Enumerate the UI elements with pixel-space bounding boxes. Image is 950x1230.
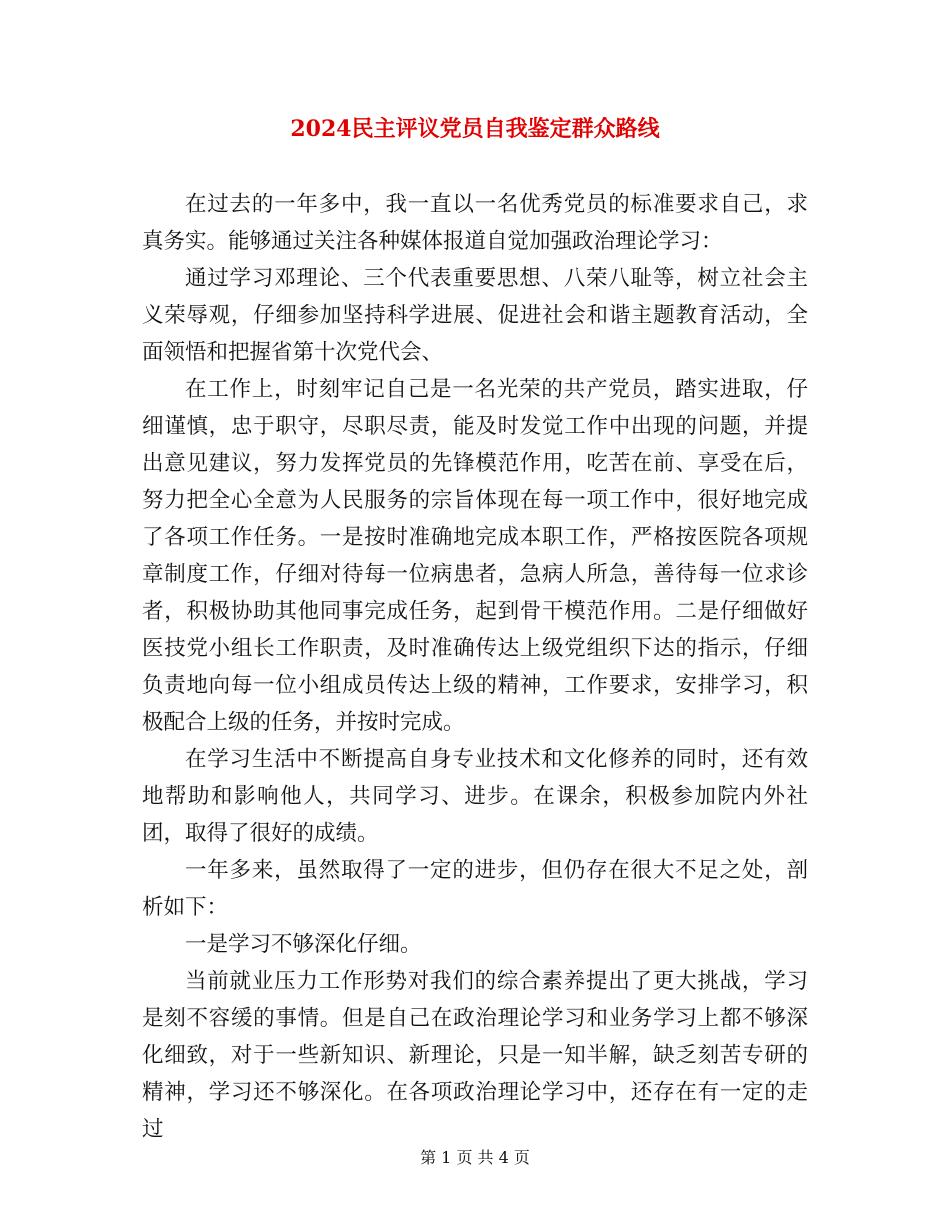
paragraph-3: 在工作上，时刻牢记自己是一名光荣的共产党员，踏实进取，仔细谨慎，忠于职守，尽职尽责，能及时发觉工作中出现的问题，并提出意见建议，努力发挥党员的先锋模范作用，吃苦在前、享受在后，努力把全心全意为人民服务的宗旨体现在每一项工作中，很好地完成了各项工作任务。一是按时准确地完成本职工作，严格按医院各项规章制度工作，仔细对待每一位病患者，急病人所急，善待每一位求诊者，积极协助其他同事完成任务，起到骨干模范作用。二是仔细做好医技党小组长工作职责，及时准确传达上级党组织下达的指示，仔细负责地向每一位小组成员传达上级的精神，工作要求，安排学习，积极配合上级的任务，并按时完成。 (142, 377, 808, 735)
paragraph-5: 一年多来，虽然取得了一定的进步，但仍存在很大不足之处，剖析如下： (142, 858, 808, 920)
document-title: 2024民主评议党员自我鉴定群众路线 (290, 116, 660, 142)
page-number-footer: 第 1 页 共 4 页 (420, 1148, 530, 1167)
paragraph-2: 通过学习邓理论、三个代表重要思想、八荣八耻等，树立社会主义荣辱观，仔细参加坚持科学进展、促进社会和谐主题教育活动，全面领悟和把握省第十次党代会、 (142, 266, 808, 365)
paragraph-6: 一是学习不够深化仔细。 (185, 932, 422, 957)
document-body (142, 186, 808, 1148)
paragraph-1: 在过去的一年多中，我一直以一名优秀党员的标准要求自己，求真务实。能够通过关注各种媒体报道自觉加强政治理论学习： (142, 192, 808, 254)
paragraph-7: 当前就业压力工作形势对我们的综合素养提出了更大挑战，学习是刻不容缓的事情。但是自己在政治理论学习和业务学习上都不够深化细致，对于一些新知识、新理论，只是一知半解，缺乏刻苦专研的精神，学习还不够深化。在各项政治理论学习中，还存在有一定的走过 (142, 969, 808, 1142)
paragraph-4: 在学习生活中不断提高自身专业技术和文化修养的同时，还有效地帮助和影响他人，共同学习、进步。在课余，积极参加院内外社团，取得了很好的成绩。 (142, 747, 808, 846)
